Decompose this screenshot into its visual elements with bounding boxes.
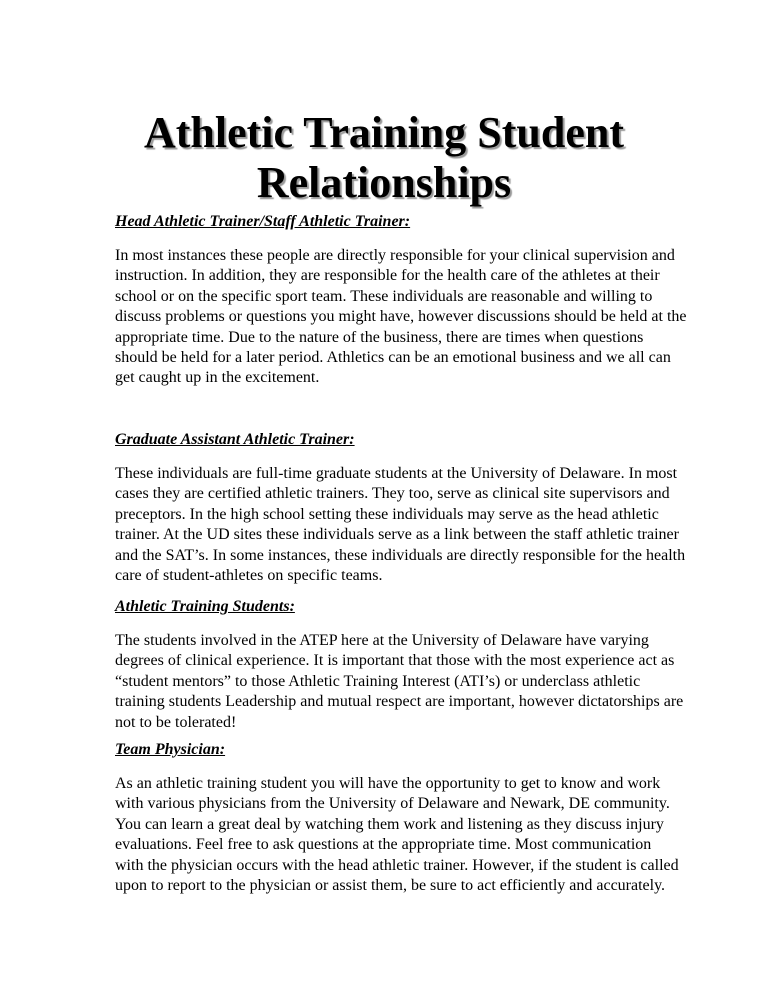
paragraph-line: should be held for a later period. Athletics can be an emotional business and we all can xyxy=(115,349,671,367)
title-line: Relationships xyxy=(256,158,512,207)
paragraph-line: You can learn a great deal by watching them work and listening as they discuss injury xyxy=(115,815,664,833)
section-graduate-assistant xyxy=(115,430,686,586)
paragraph-line: degrees of clinical experience. It is important that those with the most experience act as xyxy=(115,652,675,670)
paragraph-line: care of student-athletes on specific teams. xyxy=(115,567,383,585)
section-paragraph xyxy=(115,774,679,896)
paragraph-line: evaluations. Feel free to ask questions at the appropriate time. Most communication xyxy=(115,836,652,854)
paragraph-line: get caught up in the excitement. xyxy=(115,369,320,387)
paragraph-line: These individuals are full-time graduate students at the University of Delaware. In most xyxy=(115,465,678,482)
paragraph-line: appropriate time. Due to the nature of the business, there are times when questions xyxy=(115,328,644,346)
section-paragraph xyxy=(115,246,687,389)
section-heading: Graduate Assistant Athletic Trainer: xyxy=(115,431,355,448)
paragraph-line: preceptors. In the high school setting these individuals may serve as the head athletic xyxy=(115,505,659,523)
section-heading: Athletic Training Students: xyxy=(115,598,295,615)
paragraph-line: with various physicians from the University of Delaware and Newark, DE community. xyxy=(115,795,670,813)
section-paragraph xyxy=(115,631,684,733)
paragraph-line: not to be tolerated! xyxy=(115,713,237,731)
title-line: Athletic Training Student xyxy=(144,108,624,157)
section-paragraph xyxy=(115,464,686,586)
paragraph-line: As an athletic training student you will have the opportunity to get to know and work xyxy=(115,775,661,792)
paragraph-line: upon to report to the physician or assist them, be sure to act efficiently and accurately. xyxy=(115,877,666,895)
paragraph-line: with the physician occurs with the head athletic trainer. However, if the student is called xyxy=(115,856,679,874)
paragraph-line: training students Leadership and mutual respect are important, however dictatorships are xyxy=(115,693,684,711)
paragraph-line: In most instances these people are directly responsible for your clinical supervision and xyxy=(115,247,675,264)
paragraph-line: cases they are certified athletic trainers. They too, serve as clinical site supervisors and xyxy=(115,485,670,503)
section-heading: Team Physician: xyxy=(115,741,226,758)
paragraph-line: trainer. At the UD sites these individuals serve as a link between the staff athletic trainer xyxy=(115,526,679,544)
section-team-physician xyxy=(115,740,679,896)
paragraph-line: and the SAT’s. In some instances, these individuals are directly responsible for the health xyxy=(115,546,686,564)
paragraph-line: school or on the specific sport team. These individuals are reasonable and willing to xyxy=(115,287,653,305)
document-title xyxy=(0,108,768,208)
paragraph-line: The students involved in the ATEP here at the University of Delaware have varying xyxy=(115,632,649,649)
paragraph-line: instruction. In addition, they are responsible for the health care of the athletes at their xyxy=(115,267,660,285)
section-heading: Head Athletic Trainer/Staff Athletic Trainer: xyxy=(115,213,411,230)
section-head-athletic-trainer xyxy=(115,212,687,389)
section-athletic-training-students xyxy=(115,597,684,733)
paragraph-line: discuss problems or questions you might have, however discussions should be held at the xyxy=(115,308,687,326)
paragraph-line: “student mentors” to those Athletic Training Interest (ATI’s) or underclass athletic xyxy=(115,672,641,690)
